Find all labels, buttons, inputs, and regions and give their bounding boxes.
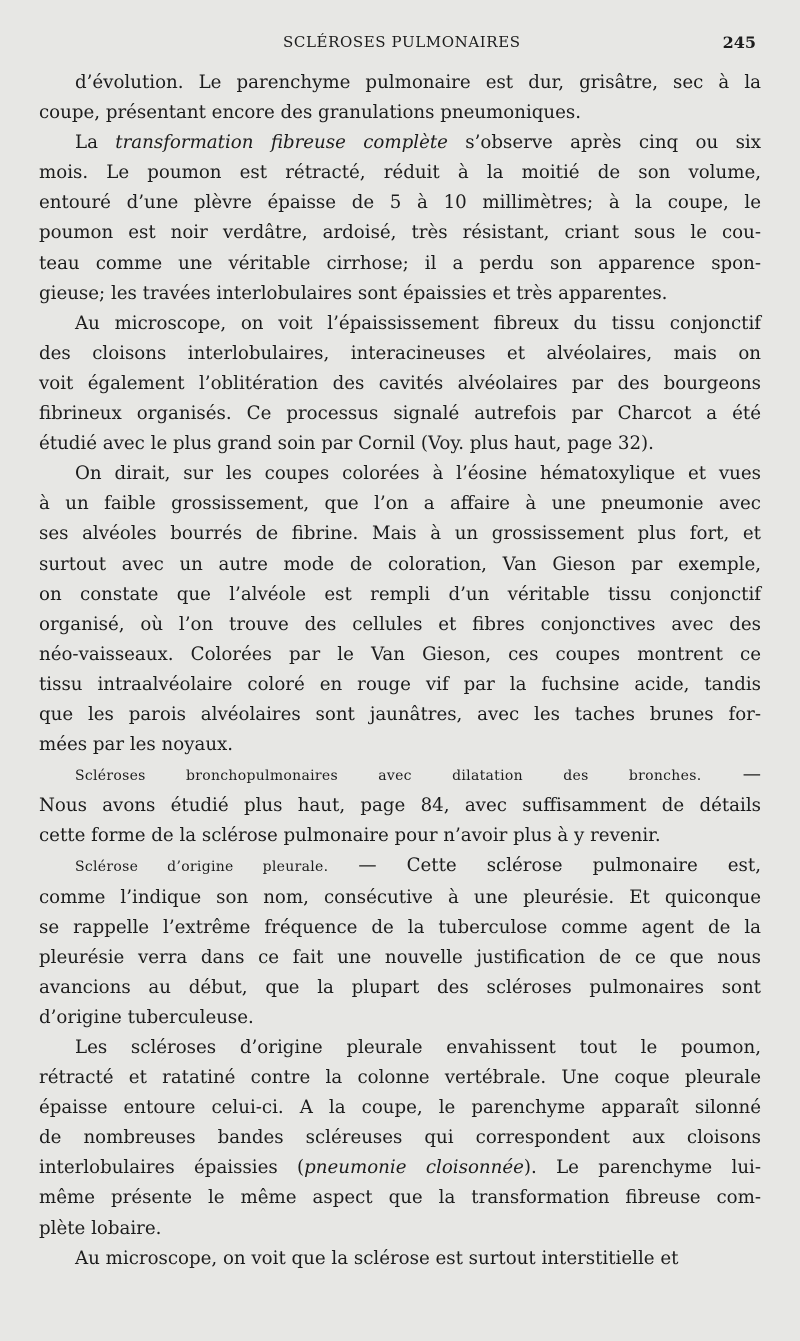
text-line xyxy=(39,700,761,730)
text-line xyxy=(39,279,761,309)
text-span: rétracté et ratatiné contre la colonne vertébrale. Une coque pleurale xyxy=(39,1067,761,1089)
text-line xyxy=(39,1183,761,1213)
text-line xyxy=(39,1093,761,1123)
text-span: fibrineux organisés. Ce processus signalé autrefois par Charcot a été xyxy=(39,403,761,425)
text-span: poumon est noir verdâtre, ardoisé, très résistant, criant sous le cou- xyxy=(39,222,761,244)
text-span: On dirait, sur les coupes colorées à l’éosine hématoxylique et vues xyxy=(75,463,761,485)
text-line xyxy=(39,459,761,489)
text-line xyxy=(39,158,761,188)
text-span: gieuse; les travées interlobulaires sont épaissies et très apparentes. xyxy=(39,282,668,304)
page-header xyxy=(0,33,800,55)
text-span: étudié avec le plus grand soin par Cornil (Voy. plus haut, page 32). xyxy=(39,433,654,455)
text-span: plète lobaire. xyxy=(39,1217,162,1239)
text-line xyxy=(39,580,761,610)
italic-text: transformation fibreuse complète xyxy=(115,132,448,154)
text-span: La xyxy=(75,132,116,154)
text-span: ). Le parenchyme lui- xyxy=(523,1157,761,1179)
text-line xyxy=(39,68,761,98)
text-line xyxy=(39,851,761,882)
text-line xyxy=(39,489,761,519)
text-span: pleurésie verra dans ce fait une nouvelle justification de ce que nous xyxy=(39,946,761,968)
text-line xyxy=(39,98,761,128)
text-span: — xyxy=(701,764,761,786)
text-line xyxy=(39,309,761,339)
text-line xyxy=(39,913,761,943)
text-line xyxy=(39,249,761,279)
body-text xyxy=(39,68,761,1274)
text-line xyxy=(39,369,761,399)
text-line xyxy=(39,1003,761,1033)
text-line xyxy=(39,218,761,248)
text-span: teau comme une véritable cirrhose; il a perdu son apparence spon- xyxy=(39,252,761,274)
text-line xyxy=(39,339,761,369)
text-line xyxy=(39,640,761,670)
text-line xyxy=(39,519,761,549)
text-span: Au microscope, on voit l’épaississement fibreux du tissu conjonctif xyxy=(75,312,761,334)
text-line xyxy=(39,550,761,580)
text-line xyxy=(39,670,761,700)
text-span: que les parois alvéolaires sont jaunâtres, avec les taches brunes for- xyxy=(39,703,761,725)
text-span: avancions au début, que la plupart des scléroses pulmonaires sont xyxy=(39,976,761,998)
text-span: d’origine tuberculeuse. xyxy=(39,1006,254,1028)
text-span: — Cette sclérose pulmonaire est, xyxy=(328,855,761,877)
text-span: même présente le même aspect que la transformation fibreuse com- xyxy=(39,1187,761,1209)
text-span: des cloisons interlobulaires, interacineuses et alvéolaires, mais on xyxy=(39,342,761,364)
page-number: 245 xyxy=(722,33,756,52)
text-line xyxy=(39,973,761,1003)
text-span: on constate que l’alvéole est rempli d’un véritable tissu conjonctif xyxy=(39,583,761,605)
text-line xyxy=(39,730,761,760)
text-span: néo-vaisseaux. Colorées par le Van Gieson, ces coupes montrent ce xyxy=(39,643,761,665)
text-line xyxy=(39,943,761,973)
text-line xyxy=(39,791,761,821)
text-line xyxy=(39,399,761,429)
text-span: organisé, où l’on trouve des cellules et fibres conjonctives avec des xyxy=(39,613,761,635)
text-span: voit également l’oblitération des cavités alvéolaires par des bourgeons xyxy=(39,372,761,394)
text-line xyxy=(39,821,761,851)
italic-text: pneumonie cloisonnée xyxy=(304,1157,524,1179)
text-span: ses alvéoles bourrés de fibrine. Mais à un grossissement plus fort, et xyxy=(39,523,761,545)
text-line xyxy=(39,429,761,459)
text-span: à un faible grossissement, que l’on a affaire à une pneumonie avec xyxy=(39,493,761,515)
text-line xyxy=(39,760,761,791)
section-heading: Scléroses bronchopulmonaires avec dilatation des bronches. xyxy=(75,768,702,785)
text-span: épaisse entoure celui-ci. A la coupe, le parenchyme apparaît silonné xyxy=(39,1097,761,1119)
text-line xyxy=(39,1123,761,1153)
text-span: Au microscope, on voit que la sclérose est surtout interstitielle et xyxy=(75,1247,679,1269)
text-line xyxy=(39,1214,761,1244)
text-line xyxy=(39,1244,761,1274)
section-heading: Sclérose d’origine pleurale. xyxy=(75,859,329,876)
text-span: comme l’indique son nom, consécutive à une pleurésie. Et quiconque xyxy=(39,886,761,908)
text-span: entouré d’une plèvre épaisse de 5 à 10 millimètres; à la coupe, le xyxy=(39,192,761,214)
text-span: coupe, présentant encore des granulations pneumoniques. xyxy=(39,102,582,124)
text-span: interlobulaires épaissies ( xyxy=(39,1157,305,1179)
text-span: s’observe après cinq ou six xyxy=(447,132,761,154)
text-span: Les scléroses d’origine pleurale envahissent tout le poumon, xyxy=(75,1037,761,1058)
text-span: se rappelle l’extrême fréquence de la tuberculose comme agent de la xyxy=(39,916,761,938)
text-line xyxy=(39,1153,761,1183)
text-line xyxy=(39,1033,761,1063)
text-span: d’évolution. Le parenchyme pulmonaire est dur, grisâtre, sec à la xyxy=(75,72,761,93)
text-span: de nombreuses bandes scléreuses qui correspondent aux cloisons xyxy=(39,1127,761,1149)
text-span: mois. Le poumon est rétracté, réduit à la moitié de son volume, xyxy=(39,162,761,184)
text-span: cette forme de la sclérose pulmonaire pour n’avoir plus à y revenir. xyxy=(39,825,661,847)
text-span: surtout avec un autre mode de coloration, Van Gieson par exemple, xyxy=(39,553,761,575)
running-title: SCLÉROSES PULMONAIRES xyxy=(283,33,521,51)
text-line xyxy=(39,1063,761,1093)
text-span: mées par les noyaux. xyxy=(39,734,234,756)
text-line xyxy=(39,610,761,640)
text-span: tissu intraalvéolaire coloré en rouge vif par la fuchsine acide, tandis xyxy=(39,673,761,695)
text-line xyxy=(39,128,761,158)
text-line xyxy=(39,188,761,218)
text-span: Nous avons étudié plus haut, page 84, avec suffisamment de détails xyxy=(39,795,761,817)
text-line xyxy=(39,883,761,913)
